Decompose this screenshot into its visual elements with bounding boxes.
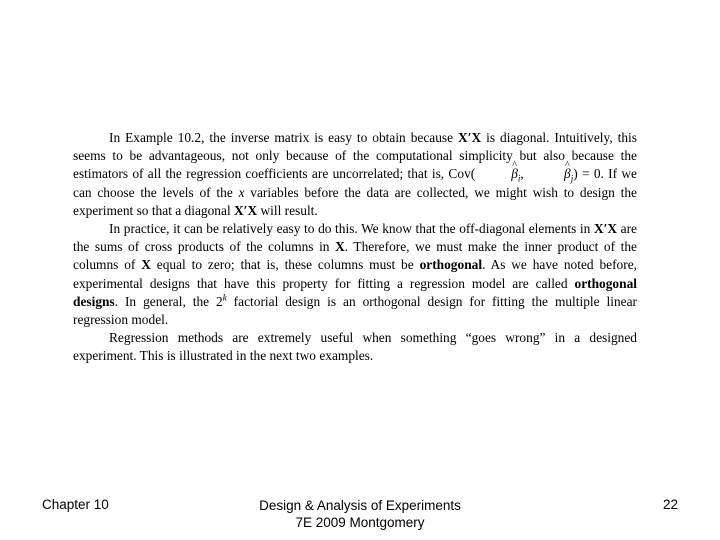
text-run: factorial design is an orthogonal design for fitting the multiple linear regression model. bbox=[73, 293, 637, 328]
footer-title-line1: Design & Analysis of Experiments bbox=[259, 498, 461, 513]
paragraph-2 bbox=[73, 220, 637, 329]
text-run: , bbox=[520, 166, 529, 182]
matrix-x: X bbox=[335, 239, 345, 255]
matrix-x: X bbox=[141, 257, 151, 273]
text-run: In Example 10.2, the inverse matrix is easy to obtain because bbox=[109, 130, 459, 145]
text-run: ) = 0. If we can choose the levels of the bbox=[73, 166, 637, 200]
text-run: In practice, it can be relatively easy to do this. We know that the off-diagonal elements in bbox=[109, 221, 594, 237]
text-run: are the sums of cross products of the columns in bbox=[73, 221, 637, 255]
matrix-xtx: X′X bbox=[593, 221, 618, 237]
text-run: is diagonal. Intuitively, this seems to be advantageous, not only because of the computational simplicity but also because the estimators of all the regression coefficients are uncorrelated; that is, Cov( bbox=[73, 130, 637, 182]
footer-title bbox=[230, 497, 490, 531]
subscript-j: j bbox=[570, 174, 574, 185]
matrix-xtx: X′X bbox=[234, 202, 258, 218]
page-number: 22 bbox=[662, 497, 678, 512]
paragraph-3: Regression methods are extremely useful when something “goes wrong” in a designed experiment. This is illustrated in the next two examples. bbox=[73, 330, 637, 364]
variable-x: x bbox=[238, 184, 245, 200]
term-orthogonal-designs: orthogonal designs bbox=[73, 275, 637, 309]
matrix-xtx: X′X bbox=[458, 130, 482, 145]
text-run: variables before the data are collected, we might wish to design the experiment so that a diagonal bbox=[73, 184, 637, 218]
text-run: . Therefore, we must make the inner product of the columns of bbox=[73, 239, 637, 273]
term-orthogonal: orthogonal bbox=[419, 257, 483, 273]
footer-chapter: Chapter 10 bbox=[42, 497, 109, 512]
main-text bbox=[73, 129, 637, 366]
text-run: . In general, the 2 bbox=[114, 293, 223, 309]
beta-hat-i: ^ β bbox=[475, 165, 518, 183]
text-run: equal to zero; that is, these columns must be bbox=[150, 257, 420, 273]
footer-title-line2: 7E 2009 Montgomery bbox=[295, 515, 425, 530]
text-run: will result. bbox=[257, 202, 318, 218]
superscript-k: k bbox=[222, 292, 227, 303]
text-run: . As we have noted before, experimental designs that have this property for fitting a regression model are called bbox=[73, 257, 637, 291]
subscript-i: i bbox=[517, 174, 521, 185]
beta-hat-j: ^ β bbox=[528, 165, 571, 183]
paragraph-1 bbox=[73, 129, 637, 220]
